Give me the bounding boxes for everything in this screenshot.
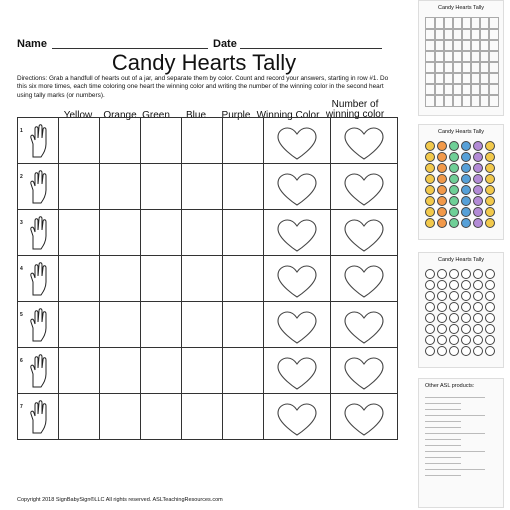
thumbnail-heart-icon bbox=[461, 280, 471, 290]
thumbnail-heart-icon bbox=[485, 335, 495, 345]
thumbnail-heart-icon bbox=[425, 291, 435, 301]
tally-cell-yellow[interactable] bbox=[59, 118, 100, 164]
thumbnail-heart-icon bbox=[485, 346, 495, 356]
directions-text: Directions: Grab a handfull of hearts out of a jar, and separate them by color. Count and record your answers, starting in row #1. Do this six more times, each time coloring one heart the winning color and writing the number of the winning color in the second heart using tally marks (or numbers). bbox=[17, 75, 389, 99]
thumbnail-heart-icon bbox=[461, 302, 471, 312]
tally-cell-orange[interactable] bbox=[100, 118, 141, 164]
winning-count-heart-cell[interactable] bbox=[331, 348, 398, 394]
tally-row bbox=[18, 118, 398, 164]
thumbnail-heart-icon bbox=[425, 324, 435, 334]
row-label-cell bbox=[18, 164, 59, 210]
tally-cell-purple[interactable] bbox=[223, 348, 264, 394]
thumbnail-bw-hearts bbox=[425, 269, 497, 359]
thumbnail-heart-icon bbox=[425, 196, 435, 206]
winning-count-heart-cell[interactable] bbox=[331, 302, 398, 348]
thumbnail-heart-icon bbox=[473, 269, 483, 279]
heart-outline-icon bbox=[343, 311, 385, 345]
thumbnail-heart-icon bbox=[461, 324, 471, 334]
thumbnail-heart-icon bbox=[437, 346, 447, 356]
thumbnail-color-hearts bbox=[425, 141, 497, 231]
thumbnail-heart-icon bbox=[425, 174, 435, 184]
tally-cell-green[interactable] bbox=[141, 348, 182, 394]
column-header-yellow: Yellow bbox=[63, 110, 93, 121]
column-header-winning-color: Winning Color bbox=[256, 110, 320, 121]
thumbnail-heart-icon bbox=[437, 324, 447, 334]
thumbnail-cell bbox=[488, 94, 499, 107]
name-label: Name bbox=[17, 38, 47, 50]
thumbnail-heart-icon bbox=[473, 302, 483, 312]
thumbnail-heart-icon bbox=[485, 163, 495, 173]
row-number: 7 bbox=[20, 404, 23, 410]
tally-cell-purple[interactable] bbox=[223, 394, 264, 440]
tally-cell-blue[interactable] bbox=[182, 348, 223, 394]
tally-row bbox=[18, 302, 398, 348]
copyright-footer: Copyright 2018 SignBabySign®LLC All rights reserved. ASLTeachingResources.com bbox=[17, 497, 223, 503]
thumbnail-heart-icon bbox=[461, 174, 471, 184]
tally-cell-purple[interactable] bbox=[223, 256, 264, 302]
winning-color-heart-cell[interactable] bbox=[264, 302, 331, 348]
tally-cell-purple[interactable] bbox=[223, 118, 264, 164]
winning-color-heart-cell[interactable] bbox=[264, 118, 331, 164]
thumbnail-heart-icon bbox=[485, 313, 495, 323]
thumbnail-products-title: Other ASL products: bbox=[425, 383, 475, 389]
asl-number-hand-icon bbox=[25, 262, 53, 296]
thumbnail-heart-icon bbox=[449, 302, 459, 312]
heart-outline-icon bbox=[343, 173, 385, 207]
thumbnail-heart-icon bbox=[449, 269, 459, 279]
thumbnail-heart-icon bbox=[473, 335, 483, 345]
row-label-cell bbox=[18, 394, 59, 440]
tally-cell-purple[interactable] bbox=[223, 164, 264, 210]
winning-count-heart-cell[interactable] bbox=[331, 118, 398, 164]
tally-cell-orange[interactable] bbox=[100, 256, 141, 302]
thumbnail-heart-icon bbox=[485, 302, 495, 312]
thumbnail-heart-icon bbox=[461, 163, 471, 173]
thumbnail-heart-icon bbox=[473, 207, 483, 217]
thumbnail-heart-icon bbox=[473, 291, 483, 301]
winning-count-heart-cell[interactable] bbox=[331, 394, 398, 440]
thumbnail-heart-icon bbox=[437, 269, 447, 279]
thumbnail-heart-icon bbox=[461, 346, 471, 356]
thumbnail-text-line bbox=[425, 457, 461, 458]
thumbnail-heart-icon bbox=[437, 196, 447, 206]
heart-outline-icon bbox=[276, 173, 318, 207]
asl-number-hand-icon bbox=[25, 308, 53, 342]
tally-cell-purple[interactable] bbox=[223, 302, 264, 348]
thumbnail-heart-icon bbox=[425, 346, 435, 356]
thumbnail-page-1[interactable] bbox=[418, 0, 504, 116]
tally-row bbox=[18, 256, 398, 302]
thumbnail-heart-icon bbox=[425, 335, 435, 345]
thumbnail-heart-icon bbox=[449, 196, 459, 206]
thumbnail-heart-icon bbox=[437, 174, 447, 184]
winning-count-heart-cell[interactable] bbox=[331, 210, 398, 256]
thumbnail-text-line bbox=[425, 403, 461, 404]
thumbnail-heart-icon bbox=[449, 280, 459, 290]
thumbnail-heart-icon bbox=[449, 313, 459, 323]
thumbnail-heart-icon bbox=[485, 269, 495, 279]
thumbnail-heart-icon bbox=[437, 141, 447, 151]
tally-cell-green[interactable] bbox=[141, 210, 182, 256]
thumbnail-heart-icon bbox=[461, 152, 471, 162]
thumbnail-heart-icon bbox=[461, 185, 471, 195]
thumbnail-text-line bbox=[425, 397, 485, 398]
tally-cell-blue[interactable] bbox=[182, 394, 223, 440]
winning-color-heart-cell[interactable] bbox=[264, 210, 331, 256]
tally-cell-yellow[interactable] bbox=[59, 302, 100, 348]
thumbnail-text-line bbox=[425, 451, 485, 452]
thumbnail-heart-icon bbox=[449, 152, 459, 162]
thumbnail-text-line bbox=[425, 469, 485, 470]
row-number: 6 bbox=[20, 358, 23, 364]
tally-cell-green[interactable] bbox=[141, 118, 182, 164]
tally-cell-orange[interactable] bbox=[100, 210, 141, 256]
tally-cell-orange[interactable] bbox=[100, 164, 141, 210]
thumbnail-heart-icon bbox=[425, 163, 435, 173]
row-label-cell bbox=[18, 210, 59, 256]
row-number: 4 bbox=[20, 266, 23, 272]
tally-cell-yellow[interactable] bbox=[59, 394, 100, 440]
tally-row bbox=[18, 348, 398, 394]
tally-cell-green[interactable] bbox=[141, 302, 182, 348]
tally-row bbox=[18, 210, 398, 256]
row-number: 2 bbox=[20, 174, 23, 180]
thumbnail-heart-icon bbox=[437, 163, 447, 173]
column-header-purple: Purple bbox=[221, 110, 251, 121]
winning-count-heart-cell[interactable] bbox=[331, 256, 398, 302]
thumbnail-heart-icon bbox=[461, 218, 471, 228]
heart-outline-icon bbox=[276, 311, 318, 345]
winning-color-heart-cell[interactable] bbox=[264, 256, 331, 302]
thumbnail-heart-icon bbox=[449, 174, 459, 184]
tally-cell-yellow[interactable] bbox=[59, 256, 100, 302]
page-title: Candy Hearts Tally bbox=[111, 50, 297, 75]
thumbnail-heart-icon bbox=[425, 141, 435, 151]
thumbnail-heart-icon bbox=[473, 163, 483, 173]
tally-cell-orange[interactable] bbox=[100, 348, 141, 394]
thumbnail-page-4[interactable] bbox=[418, 378, 504, 508]
thumbnail-text-line bbox=[425, 445, 461, 446]
tally-cell-green[interactable] bbox=[141, 256, 182, 302]
thumbnail-heart-icon bbox=[449, 207, 459, 217]
tally-cell-blue[interactable] bbox=[182, 302, 223, 348]
thumbnail-heart-icon bbox=[449, 335, 459, 345]
thumbnail-heart-icon bbox=[461, 207, 471, 217]
thumbnail-heart-icon bbox=[425, 280, 435, 290]
thumbnail-heart-icon bbox=[461, 335, 471, 345]
row-label-cell bbox=[18, 302, 59, 348]
thumbnail-heart-icon bbox=[485, 185, 495, 195]
thumbnail-text-line bbox=[425, 463, 461, 464]
column-header-blue: Blue bbox=[185, 110, 206, 121]
row-label-cell bbox=[18, 118, 59, 164]
thumbnail-heart-icon bbox=[461, 291, 471, 301]
thumbnail-heart-icon bbox=[437, 280, 447, 290]
heart-outline-icon bbox=[276, 265, 318, 299]
heart-outline-icon bbox=[276, 403, 318, 437]
heart-outline-icon bbox=[276, 219, 318, 253]
thumbnail-heart-icon bbox=[461, 141, 471, 151]
thumbnail-heart-icon bbox=[449, 163, 459, 173]
winning-count-heart-cell[interactable] bbox=[331, 164, 398, 210]
thumbnail-text-line bbox=[425, 421, 461, 422]
heart-outline-icon bbox=[276, 127, 318, 161]
thumbnail-heart-icon bbox=[425, 207, 435, 217]
thumbnail-heart-icon bbox=[437, 185, 447, 195]
tally-cell-yellow[interactable] bbox=[59, 348, 100, 394]
row-label-cell bbox=[18, 256, 59, 302]
tally-cell-blue[interactable] bbox=[182, 118, 223, 164]
heart-outline-icon bbox=[343, 127, 385, 161]
thumbnail-heart-icon bbox=[437, 291, 447, 301]
thumbnail-title: Candy Hearts Tally bbox=[437, 129, 485, 135]
tally-row bbox=[18, 394, 398, 440]
thumbnail-title: Candy Hearts Tally bbox=[437, 257, 485, 263]
row-number: 5 bbox=[20, 312, 23, 318]
heart-outline-icon bbox=[343, 403, 385, 437]
winning-color-heart-cell[interactable] bbox=[264, 164, 331, 210]
thumbnail-heart-icon bbox=[449, 185, 459, 195]
tally-cell-green[interactable] bbox=[141, 394, 182, 440]
heart-outline-icon bbox=[276, 357, 318, 391]
tally-cell-orange[interactable] bbox=[100, 394, 141, 440]
tally-row bbox=[18, 164, 398, 210]
tally-cell-yellow[interactable] bbox=[59, 164, 100, 210]
winning-color-heart-cell[interactable] bbox=[264, 394, 331, 440]
thumbnail-heart-icon bbox=[449, 141, 459, 151]
row-number: 1 bbox=[20, 128, 23, 134]
thumbnail-title: Candy Hearts Tally bbox=[437, 5, 485, 11]
thumbnail-heart-icon bbox=[437, 152, 447, 162]
column-header-number-of-winning-color: Number of winning color bbox=[325, 99, 385, 120]
thumbnail-heart-icon bbox=[425, 302, 435, 312]
thumbnail-page-2[interactable] bbox=[418, 124, 504, 240]
thumbnail-text-line bbox=[425, 475, 461, 476]
thumbnail-heart-icon bbox=[449, 324, 459, 334]
thumbnail-heart-icon bbox=[437, 207, 447, 217]
heart-outline-icon bbox=[343, 357, 385, 391]
tally-cell-orange[interactable] bbox=[100, 302, 141, 348]
column-header-orange: Orange bbox=[103, 110, 137, 121]
thumbnail-heart-icon bbox=[473, 313, 483, 323]
heart-outline-icon bbox=[343, 219, 385, 253]
thumbnail-text-line bbox=[425, 433, 485, 434]
thumbnail-heart-icon bbox=[437, 302, 447, 312]
winning-color-heart-cell[interactable] bbox=[264, 348, 331, 394]
thumbnail-heart-icon bbox=[473, 324, 483, 334]
thumbnail-heart-icon bbox=[485, 152, 495, 162]
thumbnail-heart-icon bbox=[461, 313, 471, 323]
thumbnail-text-line bbox=[425, 409, 461, 410]
tally-cell-green[interactable] bbox=[141, 164, 182, 210]
thumbnail-text-line bbox=[425, 427, 461, 428]
date-line bbox=[240, 48, 382, 49]
thumbnail-heart-icon bbox=[485, 196, 495, 206]
thumbnail-heart-icon bbox=[425, 185, 435, 195]
thumbnail-heart-icon bbox=[485, 291, 495, 301]
thumbnail-heart-icon bbox=[473, 218, 483, 228]
thumbnail-heart-icon bbox=[473, 174, 483, 184]
thumbnail-heart-icon bbox=[473, 346, 483, 356]
thumbnail-heart-icon bbox=[485, 324, 495, 334]
tally-cell-blue[interactable] bbox=[182, 164, 223, 210]
name-line bbox=[52, 48, 208, 49]
tally-cell-purple[interactable] bbox=[223, 210, 264, 256]
asl-number-hand-icon bbox=[25, 124, 53, 158]
thumbnail-heart-icon bbox=[485, 174, 495, 184]
thumbnail-heart-icon bbox=[437, 335, 447, 345]
asl-number-hand-icon bbox=[25, 170, 53, 204]
thumbnail-grid bbox=[425, 17, 497, 107]
thumbnail-heart-icon bbox=[461, 269, 471, 279]
row-label-cell bbox=[18, 348, 59, 394]
thumbnail-heart-icon bbox=[485, 141, 495, 151]
thumbnail-page-3[interactable] bbox=[418, 252, 504, 368]
thumbnail-heart-icon bbox=[449, 346, 459, 356]
thumbnail-heart-icon bbox=[473, 280, 483, 290]
thumbnail-heart-icon bbox=[437, 218, 447, 228]
thumbnail-heart-icon bbox=[437, 313, 447, 323]
thumbnail-heart-icon bbox=[473, 152, 483, 162]
asl-number-hand-icon bbox=[25, 216, 53, 250]
tally-cell-blue[interactable] bbox=[182, 256, 223, 302]
tally-cell-blue[interactable] bbox=[182, 210, 223, 256]
date-label: Date bbox=[213, 38, 237, 50]
thumbnail-heart-icon bbox=[425, 313, 435, 323]
thumbnail-heart-icon bbox=[425, 218, 435, 228]
tally-cell-yellow[interactable] bbox=[59, 210, 100, 256]
thumbnail-heart-icon bbox=[425, 152, 435, 162]
thumbnail-heart-icon bbox=[461, 196, 471, 206]
thumbnail-heart-icon bbox=[485, 207, 495, 217]
tally-table bbox=[17, 117, 398, 440]
heart-outline-icon bbox=[343, 265, 385, 299]
asl-number-hand-icon bbox=[25, 354, 53, 388]
thumbnail-heart-icon bbox=[473, 141, 483, 151]
thumbnail-heart-icon bbox=[449, 218, 459, 228]
row-number: 3 bbox=[20, 220, 23, 226]
thumbnail-text-line bbox=[425, 415, 485, 416]
thumbnail-heart-icon bbox=[473, 185, 483, 195]
thumbnail-heart-icon bbox=[485, 280, 495, 290]
column-header-green: Green bbox=[142, 110, 170, 121]
thumbnail-heart-icon bbox=[449, 291, 459, 301]
thumbnail-heart-icon bbox=[485, 218, 495, 228]
thumbnail-text-line bbox=[425, 439, 461, 440]
thumbnail-heart-icon bbox=[473, 196, 483, 206]
thumbnail-heart-icon bbox=[425, 269, 435, 279]
asl-number-hand-icon bbox=[25, 400, 53, 434]
